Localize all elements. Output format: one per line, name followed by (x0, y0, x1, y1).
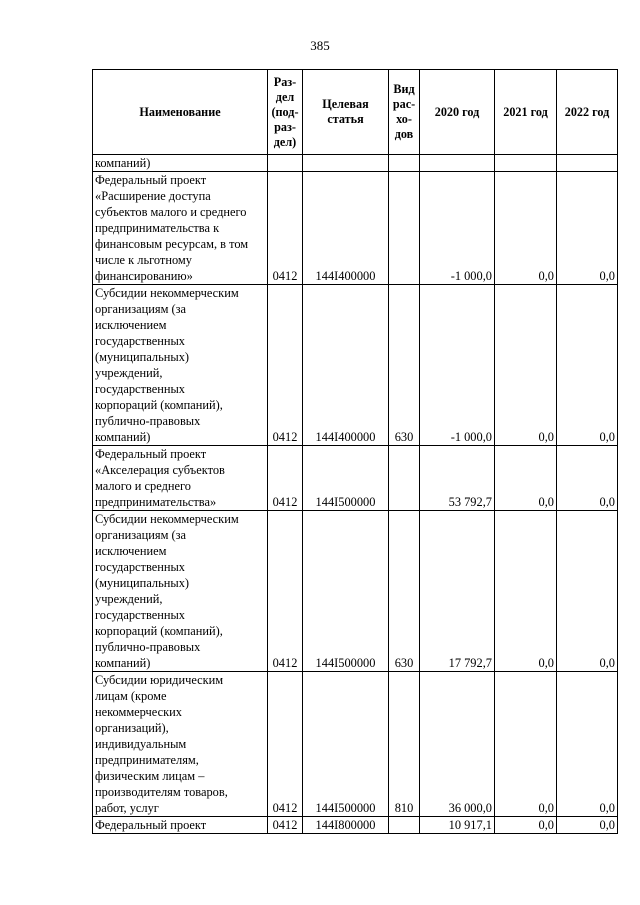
header-2022: 2022 год (557, 70, 618, 155)
row-name (93, 172, 268, 285)
page-number: 385 (310, 38, 330, 53)
row-name-line: публично-правовых (95, 414, 201, 428)
row-name-line: финансовым ресурсам, в том (95, 237, 249, 251)
row-y2022: 0,0 (557, 446, 618, 511)
row-name-line: учреждений, (95, 366, 163, 380)
row-name-line: работ, услуг (95, 801, 159, 815)
row-name-line: предпринимателям, (95, 753, 199, 767)
table-row (93, 285, 618, 446)
row-name-line: Федеральный проект (95, 447, 207, 461)
row-y2022: 0,0 (557, 285, 618, 446)
row-y2020: -1 000,0 (420, 285, 495, 446)
table-row (93, 817, 618, 834)
row-type: 810 (389, 672, 420, 817)
row-name-line: компаний) (95, 156, 151, 170)
table-row (93, 155, 618, 172)
row-name-line: государственных (95, 334, 186, 348)
row-y2021: 0,0 (495, 672, 557, 817)
row-y2022 (557, 155, 618, 172)
row-type (389, 446, 420, 511)
row-name-line: некоммерческих (95, 705, 182, 719)
row-name-line: предпринимательства» (95, 495, 217, 509)
row-name (93, 285, 268, 446)
row-name-line: государственных (95, 560, 186, 574)
row-name-line: корпораций (компаний), (95, 398, 223, 412)
table-row (93, 672, 618, 817)
row-name-line: Федеральный проект (95, 173, 207, 187)
header-target: Целевая статья (303, 70, 389, 155)
row-target (303, 155, 389, 172)
row-section: 0412 (268, 817, 303, 834)
row-section: 0412 (268, 285, 303, 446)
row-name-line: (муниципальных) (95, 576, 190, 590)
row-y2020: 36 000,0 (420, 672, 495, 817)
row-name-line: Субсидии юридическим (95, 673, 224, 687)
row-name-line: «Акселерация субъектов (95, 463, 225, 477)
row-y2022: 0,0 (557, 172, 618, 285)
row-name-line: малого и среднего (95, 479, 191, 493)
row-section (268, 155, 303, 172)
row-name-line: числе к льготному (95, 253, 192, 267)
header-row (93, 70, 618, 155)
row-name-line: организациям (за (95, 302, 187, 316)
row-type (389, 155, 420, 172)
table-row (93, 172, 618, 285)
row-name-line: учреждений, (95, 592, 163, 606)
row-y2020: 10 917,1 (420, 817, 495, 834)
row-y2022: 0,0 (557, 511, 618, 672)
row-name-line: индивидуальным (95, 737, 187, 751)
row-y2021: 0,0 (495, 446, 557, 511)
row-name-line: Субсидии некоммерческим (95, 512, 239, 526)
row-section: 0412 (268, 511, 303, 672)
row-name-line: производителям товаров, (95, 785, 228, 799)
row-name-line: «Расширение доступа (95, 189, 211, 203)
header-2020: 2020 год (420, 70, 495, 155)
row-name-line: лицам (кроме (95, 689, 167, 703)
row-y2020: -1 000,0 (420, 172, 495, 285)
row-name (93, 511, 268, 672)
row-name-line: Федеральный проект (95, 818, 207, 832)
table-row (93, 511, 618, 672)
row-y2021: 0,0 (495, 511, 557, 672)
row-type: 630 (389, 285, 420, 446)
row-name-line: (муниципальных) (95, 350, 190, 364)
row-target: 144I400000 (303, 285, 389, 446)
row-y2020: 17 792,7 (420, 511, 495, 672)
row-name-line: организаций), (95, 721, 169, 735)
row-type: 630 (389, 511, 420, 672)
row-name-line: субъектов малого и среднего (95, 205, 247, 219)
row-target: 144I800000 (303, 817, 389, 834)
row-y2022: 0,0 (557, 672, 618, 817)
row-y2022: 0,0 (557, 817, 618, 834)
row-y2020 (420, 155, 495, 172)
row-name-line: компаний) (95, 656, 151, 670)
header-type: Вид рас- хо- дов (389, 70, 420, 155)
row-y2020: 53 792,7 (420, 446, 495, 511)
row-name-line: государственных (95, 382, 186, 396)
header-section: Раз- дел (под- раз- дел) (268, 70, 303, 155)
row-name-line: публично-правовых (95, 640, 201, 654)
row-name (93, 817, 268, 834)
row-y2021: 0,0 (495, 172, 557, 285)
row-y2021: 0,0 (495, 817, 557, 834)
row-name (93, 446, 268, 511)
table-row (93, 446, 618, 511)
row-name (93, 155, 268, 172)
row-section: 0412 (268, 672, 303, 817)
header-2021: 2021 год (495, 70, 557, 155)
row-name-line: исключением (95, 544, 167, 558)
row-target: 144I500000 (303, 446, 389, 511)
row-name-line: предпринимательства к (95, 221, 220, 235)
row-section: 0412 (268, 172, 303, 285)
row-type (389, 172, 420, 285)
row-name (93, 672, 268, 817)
budget-table (92, 69, 618, 834)
row-y2021: 0,0 (495, 285, 557, 446)
row-name-line: государственных (95, 608, 186, 622)
row-target: 144I500000 (303, 672, 389, 817)
row-name-line: Субсидии некоммерческим (95, 286, 239, 300)
row-y2021 (495, 155, 557, 172)
row-type (389, 817, 420, 834)
row-target: 144I400000 (303, 172, 389, 285)
row-name-line: финансированию» (95, 269, 193, 283)
row-name-line: корпораций (компаний), (95, 624, 223, 638)
row-name-line: физическим лицам – (95, 769, 205, 783)
header-name: Наименование (93, 70, 268, 155)
row-name-line: компаний) (95, 430, 151, 444)
row-section: 0412 (268, 446, 303, 511)
row-target: 144I500000 (303, 511, 389, 672)
row-name-line: организациям (за (95, 528, 187, 542)
row-name-line: исключением (95, 318, 167, 332)
table-body (93, 155, 618, 834)
